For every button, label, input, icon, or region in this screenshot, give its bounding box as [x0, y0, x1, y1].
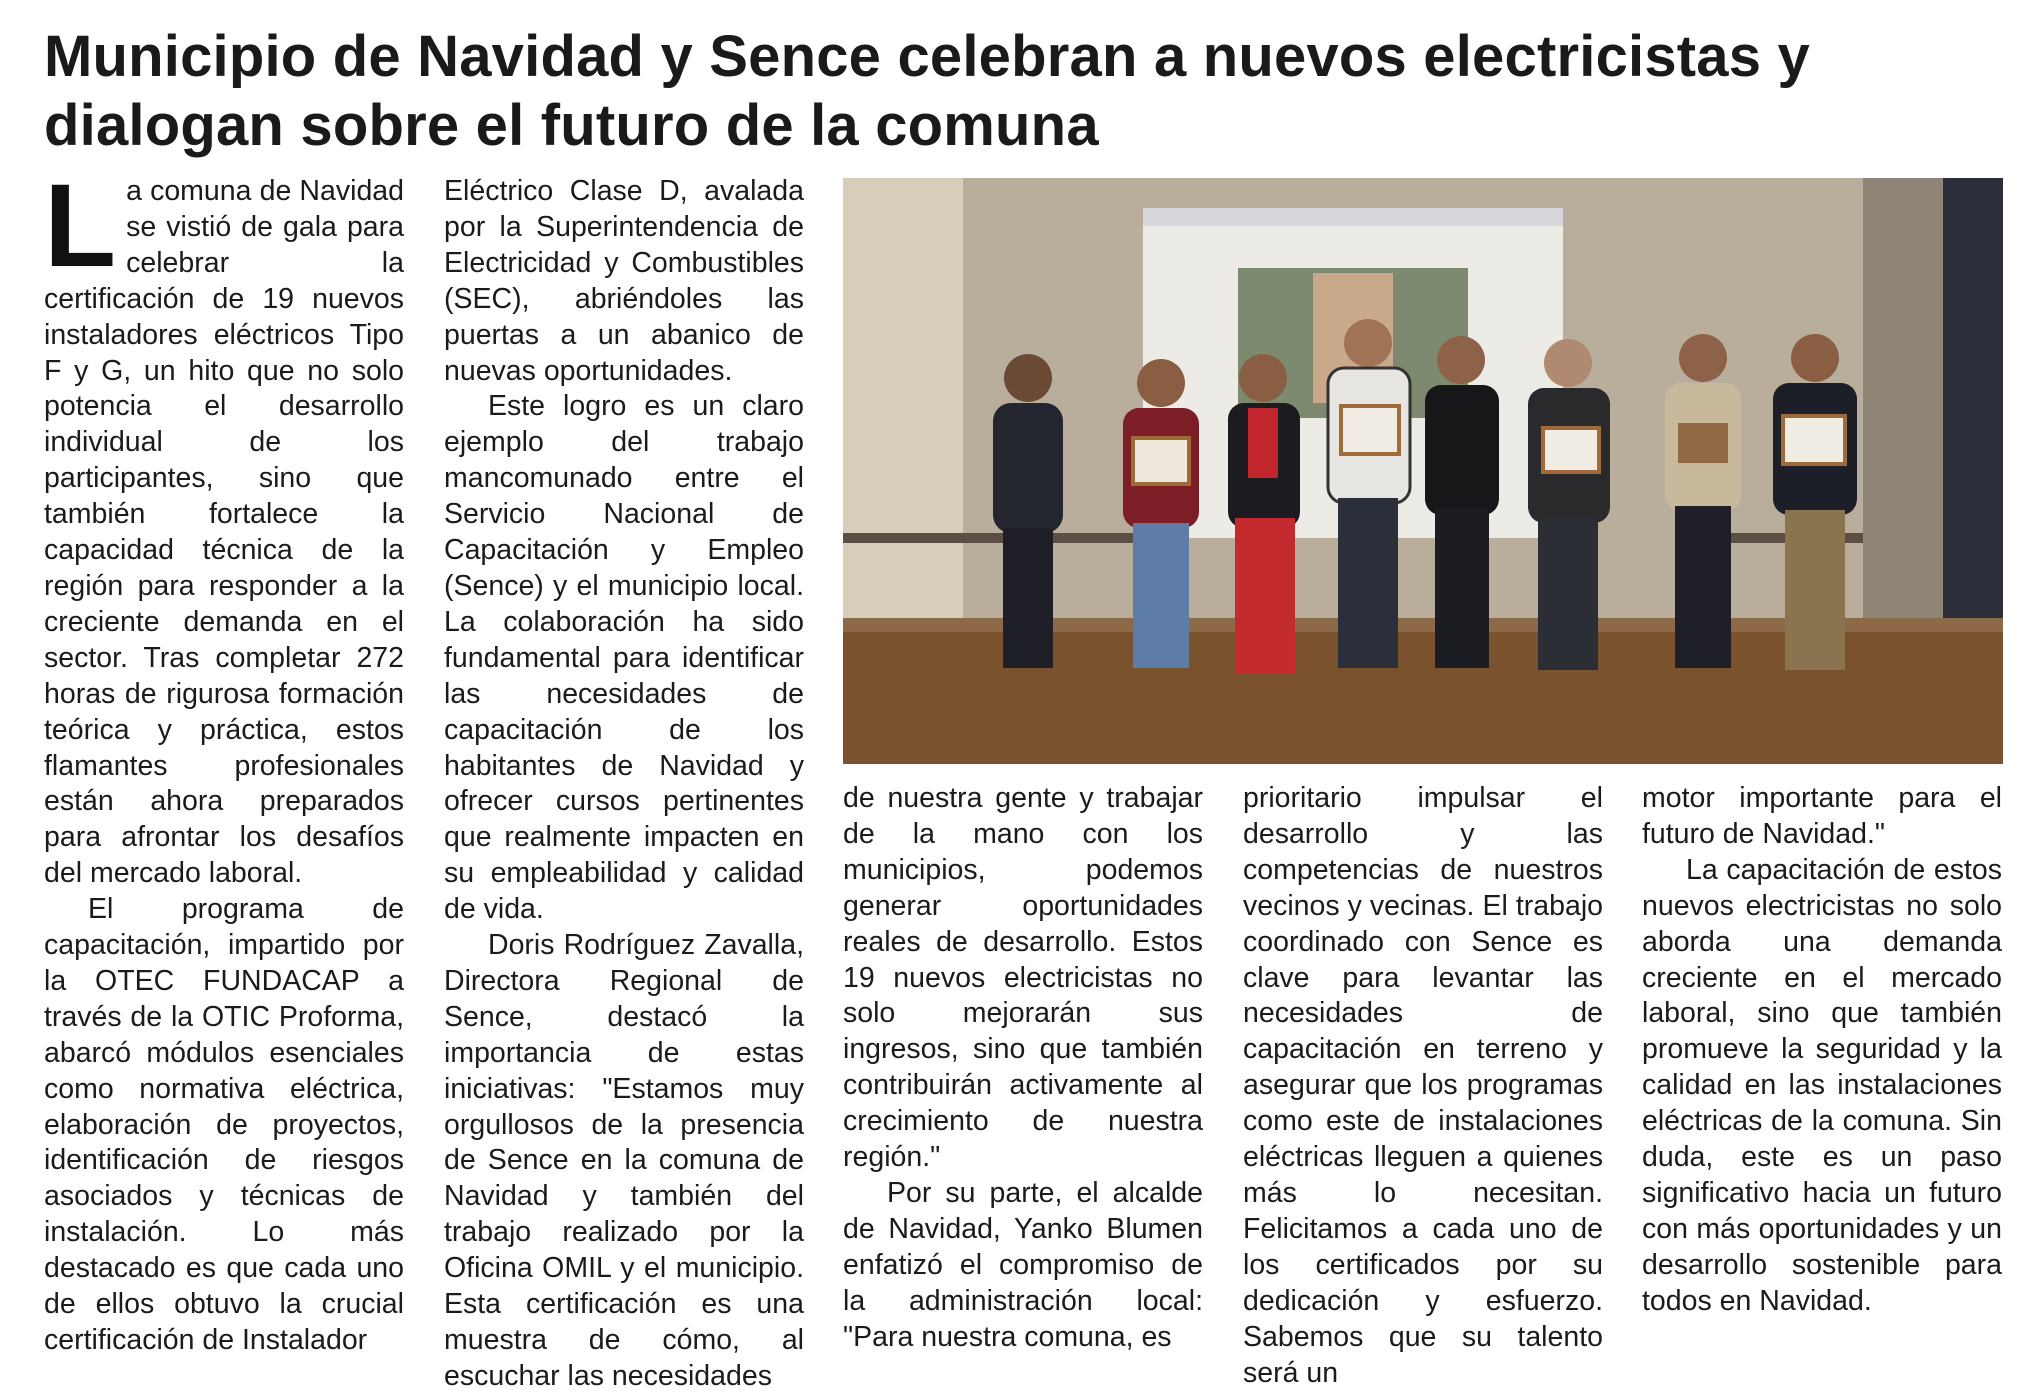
text-column-5	[1642, 781, 2002, 1320]
paragraph: prioritario impulsar el desarrollo y las competencias de nuestros vecinos y vecinas. El trabajo coordinado con Sence es clave para levantar las necesidades de capacitación en terreno y asegurar que los programas como este de instalaciones eléctricas lleguen a quienes más lo necesitan. Felicitamos a cada uno de los certificados por su dedicación y esfuerzo. Sabemos que su talento será un	[1243, 782, 1603, 1389]
paragraph: Este logro es un claro ejemplo del trabajo mancomunado entre el Servicio Nacional de Capacitación y Empleo (Sence) y el municipio local. La colaboración ha sido fundamental para identificar las necesidades de capacitación de los habitantes de Navidad y ofrecer cursos pertinentes que realmente impacten en su empleabilidad y calidad de vida.	[444, 390, 804, 926]
text-column-4	[1243, 781, 1603, 1391]
paragraph: Eléctrico Clase D, avalada por la Superintendencia de Electricidad y Combustibles (SEC), abriéndoles las puertas a un abanico de nuevas oportunidades.	[444, 175, 804, 387]
person	[1328, 319, 1410, 668]
paragraph: Por su parte, el alcalde de Navidad, Yanko Blumen enfatizó el compromiso de la administración local: "Para nuestra comuna, es	[843, 1176, 1203, 1353]
person	[1665, 334, 1741, 668]
person	[1528, 339, 1610, 670]
paragraph: La capacitación de estos nuevos electricistas no solo aborda una demanda creciente en el mercado laboral, sino que también promueve la seguridad y la calidad en las instalaciones eléctricas de la comuna. Sin duda, este es un paso significativo hacia un futuro con más oportunidades y un desarrollo sostenible para todos en Navidad.	[1642, 853, 2002, 1317]
text-column-2	[444, 174, 804, 1395]
person	[1773, 334, 1857, 670]
paragraph: motor importante para el futuro de Navidad."	[1642, 782, 2002, 850]
paragraph: Doris Rodríguez Zavalla, Directora Regional de Sence, destacó la importancia de estas iniciativas: "Estamos muy orgullosos de la presencia de Sence en la comuna de Navidad y también del trabajo realizado por la Oficina OMIL y el municipio. Esta certificación es una muestra de cómo, al escuchar las necesidades	[444, 929, 804, 1392]
text-column-3	[843, 781, 1203, 1356]
article-headline: Municipio de Navidad y Sence celebran a nuevos electricistas y dialogan sobre el futuro de la comuna	[44, 24, 1810, 158]
paragraph: El programa de capacitación, impartido por la OTEC FUNDACAP a través de la OTIC Proforma, abarcó módulos esenciales como normativa eléctrica, elaboración de proyectos, identificación de riesgos asociados y técnicas de instalación. Lo más destacado es que cada uno de ellos obtuvo la crucial certificación de Instalador	[44, 893, 404, 1356]
article-photo	[843, 178, 2003, 764]
drop-cap: L	[44, 160, 117, 292]
paragraph: de nuestra gente y trabajar de la mano con los municipios, podemos generar oportunidades reales de desarrollo. Estos 19 nuevos electricistas no solo mejorarán sus ingresos, sino que también contribuirán activamente al crecimiento de nuestra región."	[843, 782, 1203, 1174]
person	[1425, 336, 1499, 668]
text-column-1	[44, 160, 404, 1359]
paragraph: a comuna de Navidad se vistió de gala para celebrar la certificación de 19 nuevos instaladores eléctricos Tipo F y G, un hito que no solo potencia el desarrollo individual de los participantes, sino que también fortalece la capacidad técnica de la región para responder a la creciente demanda en el sector. Tras completar 272 horas de rigurosa formación teórica y práctica, estos flamantes profesionales están ahora preparados para afrontar los desafíos del mercado laboral.	[44, 175, 404, 890]
group-photo-illustration	[843, 178, 2003, 764]
